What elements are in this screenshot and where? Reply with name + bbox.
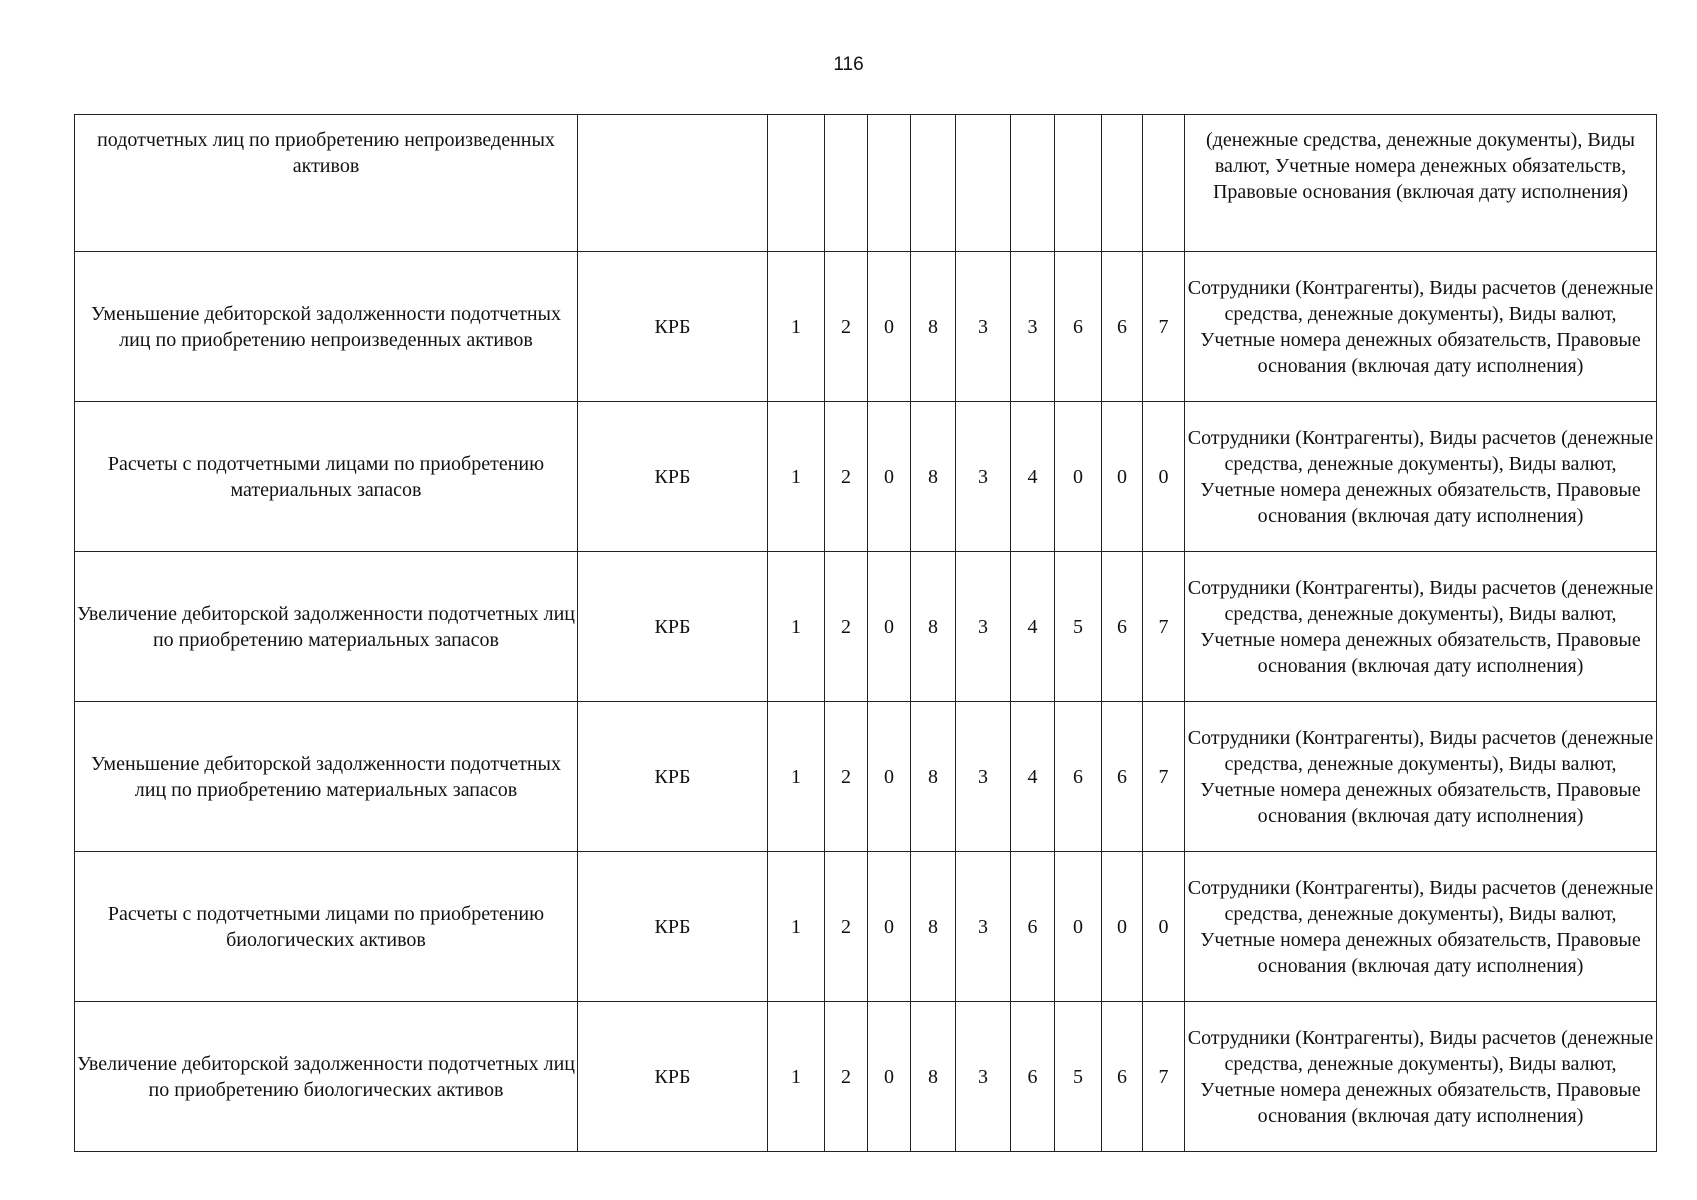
table-row	[75, 852, 1657, 1002]
code-digit-cell: 0	[868, 252, 911, 402]
code-digit-cell	[768, 115, 825, 252]
table-body	[75, 115, 1657, 1152]
table-row	[75, 252, 1657, 402]
code-digit-cell: 1	[768, 402, 825, 552]
code-digit-cell: 0	[1055, 852, 1102, 1002]
code-digit-cell	[1011, 115, 1055, 252]
code-digit-cell	[911, 115, 956, 252]
code-digit-cell: 2	[825, 252, 868, 402]
code-digit-cell	[868, 115, 911, 252]
analytics-cell: Сотрудники (Контрагенты), Виды расчетов (денежные средства, денежные документы), Виды валют, Учетные номера денежных обязательств, Правовые основания (включая дату исполнения)	[1185, 852, 1657, 1002]
page-number: 116	[833, 54, 864, 75]
analytics-cell: Сотрудники (Контрагенты), Виды расчетов (денежные средства, денежные документы), Виды валют, Учетные номера денежных обязательств, Правовые основания (включая дату исполнения)	[1185, 702, 1657, 852]
code-digit-cell: 3	[956, 702, 1011, 852]
code-digit-cell	[1055, 115, 1102, 252]
code-digit-cell: 2	[825, 402, 868, 552]
account-name-cell: Уменьшение дебиторской задолженности подотчетных лиц по приобретению непроизведенных активов	[75, 252, 578, 402]
code-digit-cell: 1	[768, 1002, 825, 1152]
table-row	[75, 1002, 1657, 1152]
code-digit-cell	[1143, 115, 1185, 252]
code-digit-cell: 8	[911, 852, 956, 1002]
code-digit-cell: 3	[956, 252, 1011, 402]
basis-cell: КРБ	[578, 852, 768, 1002]
code-digit-cell: 1	[768, 852, 825, 1002]
code-digit-cell: 0	[1143, 402, 1185, 552]
code-digit-cell: 6	[1011, 1002, 1055, 1152]
account-name-cell: Увеличение дебиторской задолженности подотчетных лиц по приобретению биологических активов	[75, 1002, 578, 1152]
code-digit-cell: 6	[1055, 702, 1102, 852]
code-digit-cell: 3	[1011, 252, 1055, 402]
code-digit-cell: 0	[868, 702, 911, 852]
code-digit-cell: 6	[1011, 852, 1055, 1002]
code-digit-cell	[1102, 115, 1143, 252]
code-digit-cell: 7	[1143, 1002, 1185, 1152]
code-digit-cell: 6	[1102, 1002, 1143, 1152]
code-digit-cell: 0	[1055, 402, 1102, 552]
basis-cell: КРБ	[578, 552, 768, 702]
code-digit-cell: 7	[1143, 702, 1185, 852]
code-digit-cell: 5	[1055, 552, 1102, 702]
code-digit-cell: 0	[868, 402, 911, 552]
code-digit-cell: 4	[1011, 402, 1055, 552]
table-row	[75, 402, 1657, 552]
code-digit-cell: 0	[868, 552, 911, 702]
code-digit-cell: 5	[1055, 1002, 1102, 1152]
table-row	[75, 702, 1657, 852]
account-name-cell: Расчеты с подотчетными лицами по приобретению материальных запасов	[75, 402, 578, 552]
account-name-cell: Увеличение дебиторской задолженности подотчетных лиц по приобретению материальных запасов	[75, 552, 578, 702]
basis-cell: КРБ	[578, 1002, 768, 1152]
code-digit-cell: 6	[1102, 252, 1143, 402]
code-digit-cell: 3	[956, 552, 1011, 702]
code-digit-cell: 4	[1011, 702, 1055, 852]
code-digit-cell: 4	[1011, 552, 1055, 702]
code-digit-cell: 0	[1102, 402, 1143, 552]
code-digit-cell: 8	[911, 1002, 956, 1152]
account-name-cell: Уменьшение дебиторской задолженности подотчетных лиц по приобретению материальных запасов	[75, 702, 578, 852]
code-digit-cell: 3	[956, 1002, 1011, 1152]
account-name-cell: Расчеты с подотчетными лицами по приобретению биологических активов	[75, 852, 578, 1002]
code-digit-cell: 8	[911, 402, 956, 552]
code-digit-cell: 1	[768, 702, 825, 852]
code-digit-cell: 6	[1055, 252, 1102, 402]
code-digit-cell: 6	[1102, 552, 1143, 702]
table-row	[75, 552, 1657, 702]
code-digit-cell: 0	[1143, 852, 1185, 1002]
code-digit-cell	[825, 115, 868, 252]
analytics-cell: Сотрудники (Контрагенты), Виды расчетов (денежные средства, денежные документы), Виды валют, Учетные номера денежных обязательств, Правовые основания (включая дату исполнения)	[1185, 402, 1657, 552]
code-digit-cell: 2	[825, 1002, 868, 1152]
analytics-cell: Сотрудники (Контрагенты), Виды расчетов (денежные средства, денежные документы), Виды валют, Учетные номера денежных обязательств, Правовые основания (включая дату исполнения)	[1185, 1002, 1657, 1152]
code-digit-cell: 1	[768, 252, 825, 402]
analytics-cell: (денежные средства, денежные документы), Виды валют, Учетные номера денежных обязательств, Правовые основания (включая дату исполнения)	[1185, 115, 1657, 252]
code-digit-cell: 0	[868, 1002, 911, 1152]
basis-cell: КРБ	[578, 702, 768, 852]
accounts-table	[74, 114, 1657, 1152]
code-digit-cell: 8	[911, 552, 956, 702]
code-digit-cell: 2	[825, 702, 868, 852]
basis-cell	[578, 115, 768, 252]
code-digit-cell: 7	[1143, 552, 1185, 702]
analytics-cell: Сотрудники (Контрагенты), Виды расчетов (денежные средства, денежные документы), Виды валют, Учетные номера денежных обязательств, Правовые основания (включая дату исполнения)	[1185, 552, 1657, 702]
account-name-cell: подотчетных лиц по приобретению непроизведенных активов	[75, 115, 578, 252]
code-digit-cell: 0	[1102, 852, 1143, 1002]
analytics-cell: Сотрудники (Контрагенты), Виды расчетов (денежные средства, денежные документы), Виды валют, Учетные номера денежных обязательств, Правовые основания (включая дату исполнения)	[1185, 252, 1657, 402]
code-digit-cell: 7	[1143, 252, 1185, 402]
basis-cell: КРБ	[578, 252, 768, 402]
code-digit-cell: 8	[911, 702, 956, 852]
basis-cell: КРБ	[578, 402, 768, 552]
table-row-continued	[75, 115, 1657, 252]
code-digit-cell: 8	[911, 252, 956, 402]
code-digit-cell: 6	[1102, 702, 1143, 852]
code-digit-cell: 1	[768, 552, 825, 702]
code-digit-cell: 3	[956, 852, 1011, 1002]
code-digit-cell: 3	[956, 402, 1011, 552]
code-digit-cell	[956, 115, 1011, 252]
code-digit-cell: 0	[868, 852, 911, 1002]
code-digit-cell: 2	[825, 852, 868, 1002]
code-digit-cell: 2	[825, 552, 868, 702]
